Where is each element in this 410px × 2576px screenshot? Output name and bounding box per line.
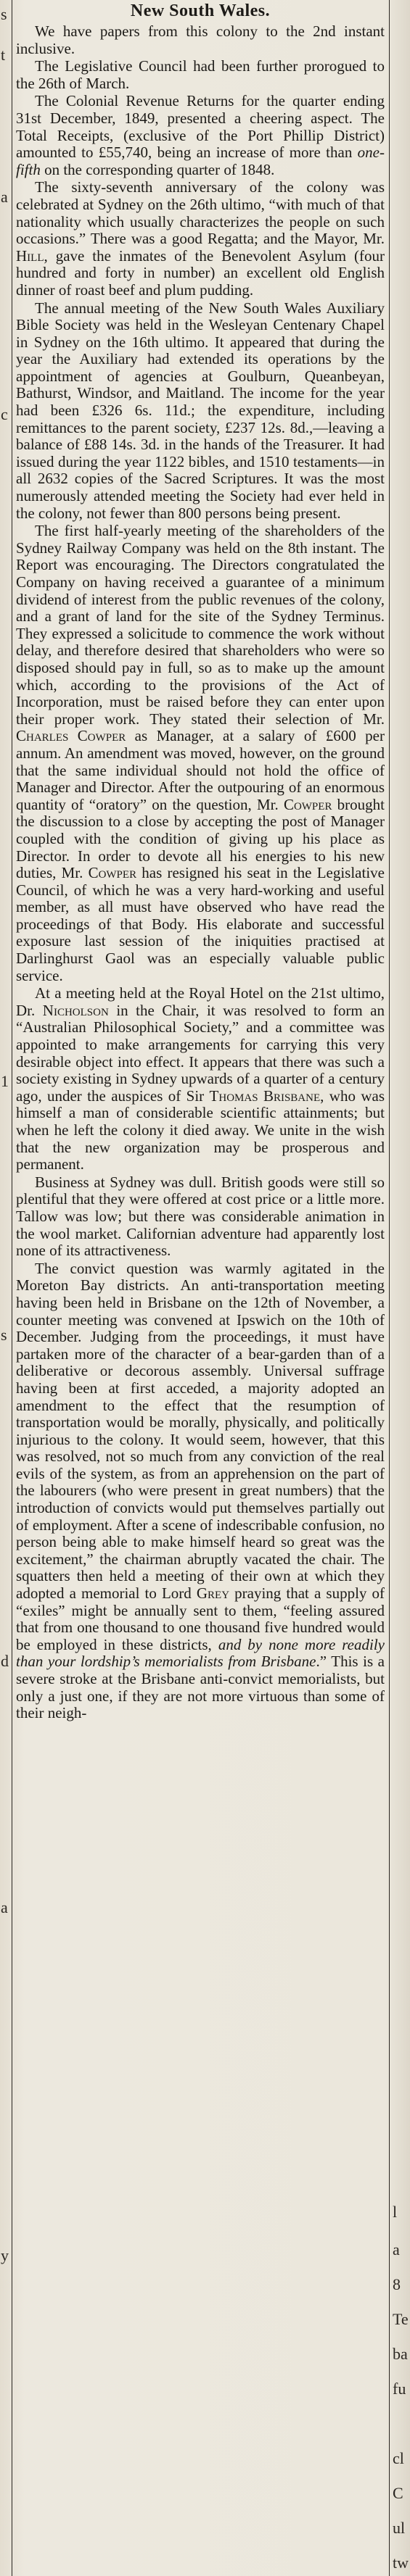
proper-name-run: Thomas Brisbane [209, 1087, 321, 1105]
italic-run: and by none more readily than your lordship’s memorialists from Brisbane [16, 1635, 385, 1671]
text-run: as Manager, at a salary of £600 per annum. An amendment was moved, however, on the ground that the same individual should not hold the office of Manager and Director. After the outpouring of an enormous quantity of “oratory” on the question, Mr. [16, 727, 385, 813]
text-run: The annual meeting of the New South Wales Auxiliary Bible Society was held in the Wesleyan Centenary Chapel in Sydney on the 16th ultimo. It appeared that during the year the Auxiliary had extended its operations by the appointment of agencies at Goulburn, Queanbeyan, Bathurst, Windsor, and Maitland. The income for the year had been £326 6s. 11d.; the expenditure, including remittances to the parent society, £237 12s. 8d.,—leaving a balance of £88 14s. 3d. in the hands of the Treasurer. It had issued during the year 1122 bibles, and 1510 testaments—in all 2632 copies of the Sacred Scriptures. It was the most numerously attended meeting the Society had ever held in the colony, not fewer than 800 persons being present. [16, 299, 385, 522]
text-run: The convict question was warmly agitated in the Moreton Bay districts. An anti-transportation meeting having been held in Brisbane on the 12th of November, a counter meeting was convened at Ipswich on the 10th of December. Judging from the proceedings, it must have partaken more of the character of a bear-garden than of a deliberative or decorous assembly. Universal suffrage having been at first acceded, a majority adopted an amendment to the effect that the resumption of transportation would be morally, physically, and politically injurious to the colony. It would seem, however, that this was resolved, not so much from any conviction of the real evils of the system, as from an apprehension on the part of the labourers (who were present in great numbers) that the introduction of convicts would put themselves partially out of employment. After a scene of indescribable confusion, no person being able to make himself heard so great was the excitement,” the chairman abruptly vacated the chair. The squatters then held a meeting of their own at which they adopted a memorial to Lord [16, 1259, 385, 1603]
text-run: , who was himself a man of considerable scientific attainments; but when he left the colony it died away. We unite in the wish that the new organization may be prosperous and permanent. [16, 1087, 385, 1173]
article-paragraph [16, 985, 385, 1173]
article-body [16, 23, 385, 1722]
right-margin-fragment: C [393, 2484, 403, 2502]
left-margin-fragment: y [1, 2246, 9, 2264]
left-margin-fragment: s [1, 1326, 7, 1344]
right-margin-fragment: cl [393, 2449, 404, 2467]
text-run: praying that a supply of “exiles” might be annually sent to them, “feeling assured that from one thousand to one thousand five hundred would be employed in these districts, [16, 1584, 385, 1653]
article-paragraph [16, 300, 385, 523]
right-margin-fragment: a [393, 2240, 400, 2259]
left-margin-fragment: s [1, 5, 7, 23]
italic-run: one-fifth [16, 144, 385, 178]
right-margin-fragment: fu [393, 2380, 406, 2398]
article-paragraph [16, 523, 385, 984]
text-run: on the corresponding quarter of 1848. [40, 160, 275, 178]
right-margin-fragment: Te [393, 2310, 409, 2328]
text-run: The sixty-seventh anniversary of the colony was celebrated at Sydney on the 26th ultimo, “with much of that nationality which usually characterizes the people on such occasions.” There was a good Regatta; and the Mayor, Mr. [16, 178, 385, 248]
text-run: We have papers from this colony to the 2nd instant inclusive. [16, 22, 385, 57]
article-paragraph [16, 23, 385, 57]
proper-name-run: Nicholson [42, 1001, 109, 1019]
text-run: .” This is a severe stroke at the Brisbane anti-convict memorialists, but only a just one, if they are not more virtuous than some of their neigh- [16, 1653, 385, 1722]
right-margin-fragment: ba [393, 2345, 408, 2363]
left-margin-fragment: c [1, 405, 8, 423]
article-column [16, 0, 385, 1722]
text-run: The Legislative Council had been further prorogued to the 26th of March. [16, 57, 385, 92]
text-run: Business at Sydney was dull. British goods were still so plentiful that they were offered at cost price or a little more. Tallow was low; but there was considerable animation in the wool market. Californian adventure had apparently lost none of its attractiveness. [16, 1173, 385, 1260]
text-run: has resigned his seat in the Legislative Council, of which he was a very hard-working and useful member, as all must have observed who have read the proceedings of that Body. His elaborate and successful exposure last session of the iniquities practised at Darlinghurst Gaol was an especially valuable public service. [16, 864, 385, 984]
section-heading: New South Wales. [130, 1, 271, 20]
proper-name-run: Grey [196, 1584, 230, 1603]
right-margin-fragment: l [393, 2203, 398, 2221]
left-margin-fragment: a [1, 188, 8, 206]
proper-name-run: Hill [16, 246, 44, 265]
article-paragraph [16, 58, 385, 92]
article-paragraph [16, 179, 385, 299]
right-margin-fragment: tw [393, 2554, 409, 2572]
text-run: The first half-yearly meeting of the shareholders of the Sydney Railway Company was held on the 8th instant. The Report was encouraging. The Directors congratulated the Company on having received a guarantee of a minimum dividend of interest from the public revenues of the colony, and a grant of land for the site of the Sydney Terminus. They expressed a solicitude to commence the work without delay, and therefore desired that shareholders who were so disposed should pay in full, so as to make up the amount which, according to the provisions of the Act of Incorporation, must be raised before they can enter upon their proper work. They stated their selection of Mr. [16, 522, 385, 728]
left-margin-fragment: t [1, 46, 6, 64]
column-rule [389, 0, 390, 2576]
article-paragraph [16, 1260, 385, 1722]
left-margin-fragment: 1 [1, 1072, 9, 1090]
text-run: , gave the inmates of the Benevolent Asylum (four hundred and forty in number) an excellent old English dinner of roast beef and plum pudding. [16, 246, 385, 299]
text-run: At a meeting held at the Royal Hotel on the 21st ultimo, Dr. [16, 984, 385, 1019]
article-paragraph [16, 93, 385, 178]
proper-name-run: Charles Cowper [16, 727, 126, 745]
left-margin-fragment: a [1, 1898, 8, 1916]
text-run: The Colonial Revenue Returns for the quarter ending 31st December, 1849, presented a cheering aspect. The Total Receipts, (exclusive of the Port Phillip District) amounted to £55,740, being an increase of more than [16, 92, 385, 162]
right-margin-fragment: 8 [393, 2275, 401, 2293]
right-margin-fragment: ul [393, 2519, 406, 2537]
article-paragraph [16, 1174, 385, 1260]
proper-name-run: Cowper [88, 864, 137, 882]
left-margin-fragment: d [1, 1652, 9, 1670]
text-run: brought the discussion to a close by accepting the post of Manager coupled with the condition of giving up his place as Director. In order to devote all his energies to his new duties, Mr. [16, 795, 385, 882]
left-adjacent-column-strip [0, 0, 12, 2576]
proper-name-run: Cowper [283, 795, 332, 813]
text-run: in the Chair, it was resolved to form an “Australian Philosophical Society,” and a committee was appointed to make arrangements for carrying this very desirable object into effect. It appears that there was such a society existing in Sydney upwards of a quarter of a century ago, under the auspices of Sir [16, 1001, 385, 1105]
